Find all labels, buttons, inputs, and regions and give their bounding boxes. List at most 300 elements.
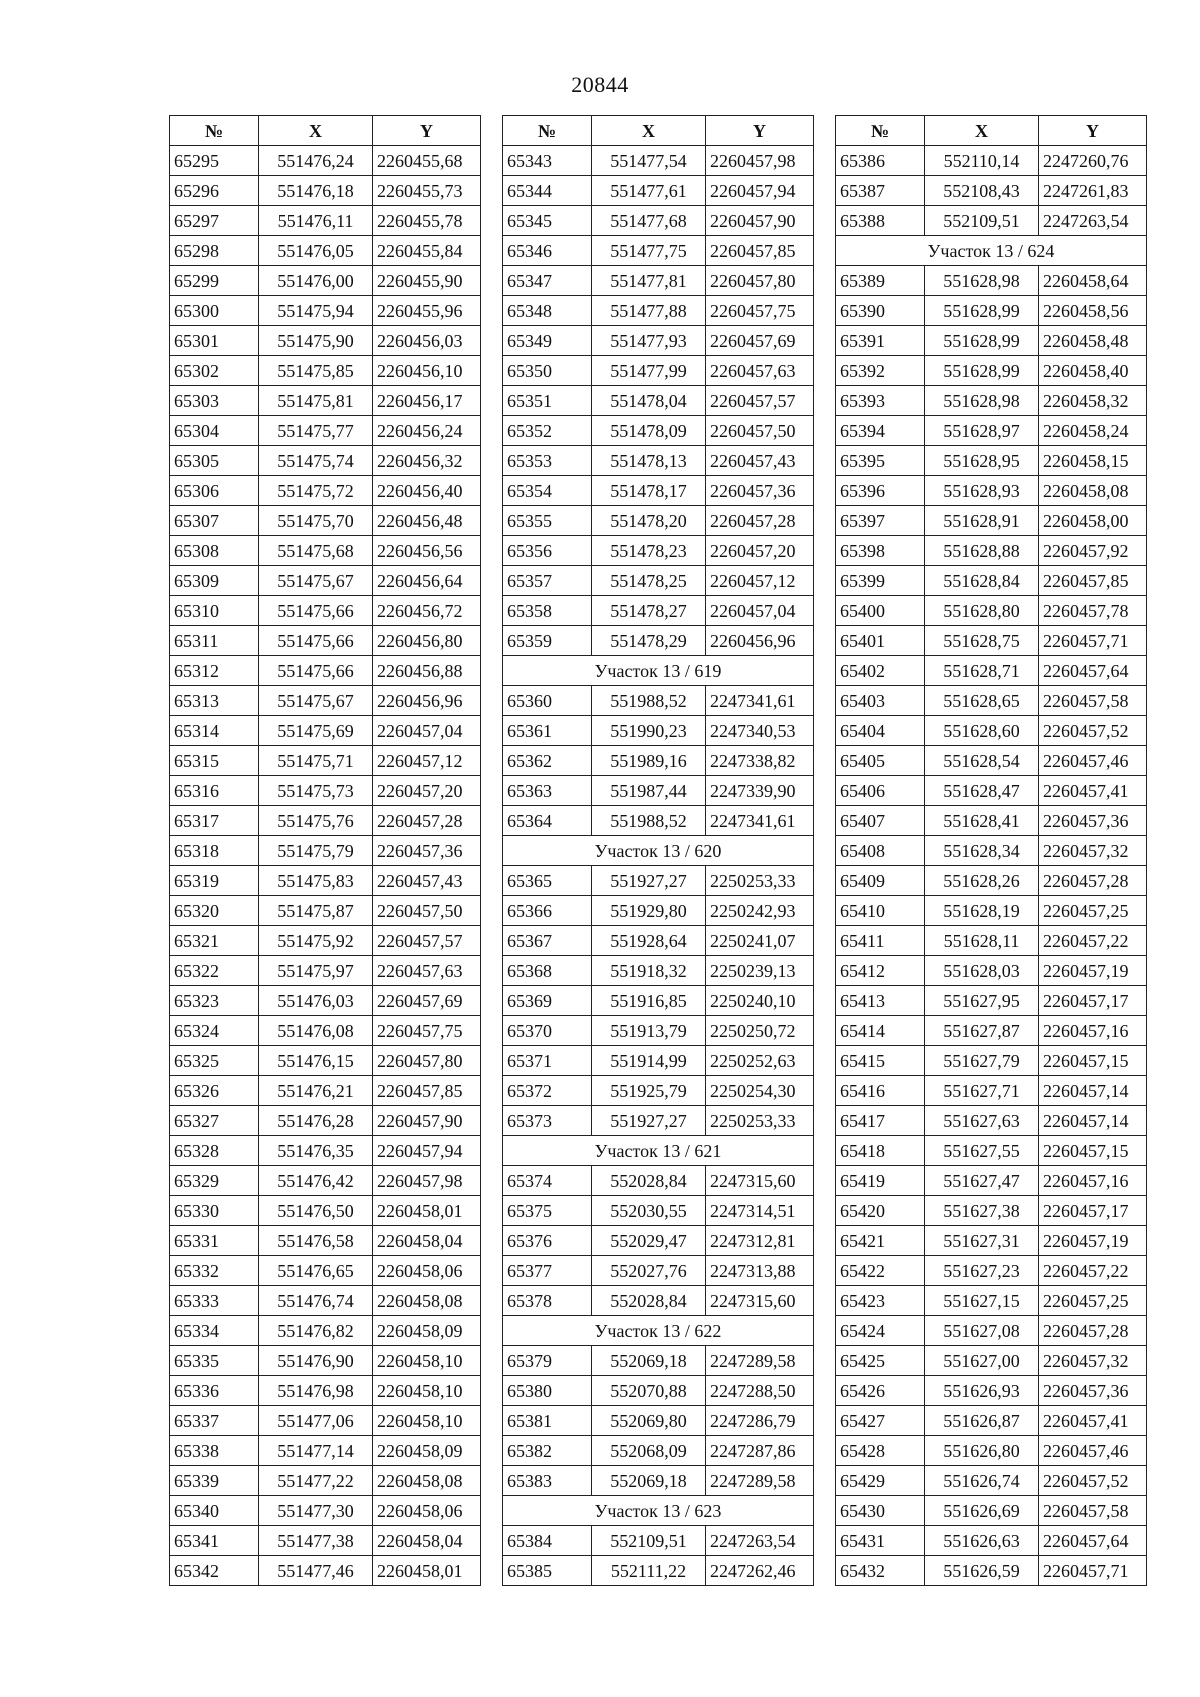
table-header-row: [836, 116, 1147, 146]
x-coordinate: 552111,22: [592, 1556, 706, 1586]
header-number: №: [836, 116, 925, 146]
y-coordinate: 2260457,15: [1039, 1136, 1147, 1166]
x-coordinate: 551990,23: [592, 716, 706, 746]
point-number: 65359: [503, 626, 592, 656]
x-coordinate: 552069,18: [592, 1466, 706, 1496]
point-number: 65319: [170, 866, 259, 896]
y-coordinate: 2260458,10: [373, 1376, 481, 1406]
point-number: 65358: [503, 596, 592, 626]
point-number: 65311: [170, 626, 259, 656]
x-coordinate: 551626,87: [925, 1406, 1039, 1436]
y-coordinate: 2260457,85: [373, 1076, 481, 1106]
x-coordinate: 551627,31: [925, 1226, 1039, 1256]
point-number: 65428: [836, 1436, 925, 1466]
y-coordinate: 2260457,12: [373, 746, 481, 776]
point-number: 65420: [836, 1196, 925, 1226]
table-row: [503, 626, 814, 656]
table-row: [170, 566, 481, 596]
y-coordinate: 2260457,04: [706, 596, 814, 626]
table-row: [170, 206, 481, 236]
x-coordinate: 551927,27: [592, 866, 706, 896]
table-row: [836, 896, 1147, 926]
table-row: [170, 1166, 481, 1196]
table-row: [503, 716, 814, 746]
table-row: [836, 1496, 1147, 1526]
point-number: 65304: [170, 416, 259, 446]
table-row: [170, 626, 481, 656]
table-row: [503, 356, 814, 386]
table-row: [836, 1436, 1147, 1466]
x-coordinate: 551627,23: [925, 1256, 1039, 1286]
point-number: 65400: [836, 596, 925, 626]
x-coordinate: 551628,54: [925, 746, 1039, 776]
y-coordinate: 2260457,28: [373, 806, 481, 836]
point-number: 65410: [836, 896, 925, 926]
x-coordinate: 551476,65: [259, 1256, 373, 1286]
x-coordinate: 552030,55: [592, 1196, 706, 1226]
y-coordinate: 2260457,58: [1039, 686, 1147, 716]
table-row: [503, 596, 814, 626]
table-row: [170, 356, 481, 386]
table-row: [836, 566, 1147, 596]
y-coordinate: 2260457,12: [706, 566, 814, 596]
y-coordinate: 2260457,69: [706, 326, 814, 356]
y-coordinate: 2260456,64: [373, 566, 481, 596]
x-coordinate: 551627,79: [925, 1046, 1039, 1076]
x-coordinate: 551476,11: [259, 206, 373, 236]
section-row: [836, 236, 1147, 266]
y-coordinate: 2260457,98: [373, 1166, 481, 1196]
x-coordinate: 551627,63: [925, 1106, 1039, 1136]
x-coordinate: 551478,17: [592, 476, 706, 506]
y-coordinate: 2247263,54: [706, 1526, 814, 1556]
point-number: 65398: [836, 536, 925, 566]
y-coordinate: 2260457,85: [706, 236, 814, 266]
point-number: 65368: [503, 956, 592, 986]
table-row: [170, 986, 481, 1016]
table-row: [503, 146, 814, 176]
x-coordinate: 551475,81: [259, 386, 373, 416]
y-coordinate: 2260457,90: [706, 206, 814, 236]
point-number: 65348: [503, 296, 592, 326]
x-coordinate: 551627,71: [925, 1076, 1039, 1106]
table-row: [503, 1406, 814, 1436]
x-coordinate: 551475,74: [259, 446, 373, 476]
x-coordinate: 551914,99: [592, 1046, 706, 1076]
point-number: 65382: [503, 1436, 592, 1466]
x-coordinate: 551476,00: [259, 266, 373, 296]
y-coordinate: 2260455,78: [373, 206, 481, 236]
point-number: 65430: [836, 1496, 925, 1526]
x-coordinate: 551477,99: [592, 356, 706, 386]
table-row: [503, 1166, 814, 1196]
x-coordinate: 551628,11: [925, 926, 1039, 956]
section-title: Участок 13 / 620: [503, 836, 814, 866]
header-y: Y: [1039, 116, 1147, 146]
header-number: №: [503, 116, 592, 146]
x-coordinate: 551627,00: [925, 1346, 1039, 1376]
x-coordinate: 552027,76: [592, 1256, 706, 1286]
table-row: [170, 536, 481, 566]
table-row: [836, 176, 1147, 206]
point-number: 65329: [170, 1166, 259, 1196]
table-row: [503, 236, 814, 266]
table-row: [503, 746, 814, 776]
point-number: 65355: [503, 506, 592, 536]
table-row: [503, 1346, 814, 1376]
x-coordinate: 551475,72: [259, 476, 373, 506]
table-row: [836, 1196, 1147, 1226]
y-coordinate: 2260457,58: [1039, 1496, 1147, 1526]
y-coordinate: 2250253,33: [706, 866, 814, 896]
point-number: 65347: [503, 266, 592, 296]
x-coordinate: 552109,51: [592, 1526, 706, 1556]
y-coordinate: 2247341,61: [706, 806, 814, 836]
y-coordinate: 2247339,90: [706, 776, 814, 806]
y-coordinate: 2260456,88: [373, 656, 481, 686]
y-coordinate: 2260458,04: [373, 1526, 481, 1556]
y-coordinate: 2260457,75: [706, 296, 814, 326]
x-coordinate: 552110,14: [925, 146, 1039, 176]
point-number: 65327: [170, 1106, 259, 1136]
point-number: 65310: [170, 596, 259, 626]
table-row: [170, 1106, 481, 1136]
table-row: [836, 1106, 1147, 1136]
point-number: 65407: [836, 806, 925, 836]
y-coordinate: 2260455,73: [373, 176, 481, 206]
point-number: 65346: [503, 236, 592, 266]
table-row: [503, 1106, 814, 1136]
header-y: Y: [706, 116, 814, 146]
point-number: 65350: [503, 356, 592, 386]
point-number: 65308: [170, 536, 259, 566]
point-number: 65390: [836, 296, 925, 326]
x-coordinate: 551476,28: [259, 1106, 373, 1136]
table-row: [836, 1226, 1147, 1256]
y-coordinate: 2260458,00: [1039, 506, 1147, 536]
y-coordinate: 2260458,10: [373, 1346, 481, 1376]
y-coordinate: 2260457,22: [1039, 1256, 1147, 1286]
x-coordinate: 551476,50: [259, 1196, 373, 1226]
y-coordinate: 2260457,43: [706, 446, 814, 476]
x-coordinate: 551628,98: [925, 386, 1039, 416]
table-row: [836, 416, 1147, 446]
table-row: [836, 1346, 1147, 1376]
x-coordinate: 551476,82: [259, 1316, 373, 1346]
table-row: [836, 716, 1147, 746]
x-coordinate: 551628,88: [925, 536, 1039, 566]
point-number: 65314: [170, 716, 259, 746]
point-number: 65375: [503, 1196, 592, 1226]
y-coordinate: 2260458,09: [373, 1316, 481, 1346]
point-number: 65391: [836, 326, 925, 356]
y-coordinate: 2260457,94: [706, 176, 814, 206]
point-number: 65416: [836, 1076, 925, 1106]
point-number: 65396: [836, 476, 925, 506]
table-row: [836, 686, 1147, 716]
point-number: 65386: [836, 146, 925, 176]
y-coordinate: 2260457,92: [1039, 536, 1147, 566]
y-coordinate: 2260457,50: [373, 896, 481, 926]
y-coordinate: 2260457,63: [373, 956, 481, 986]
x-coordinate: 551475,70: [259, 506, 373, 536]
table-row: [503, 866, 814, 896]
table-row: [170, 416, 481, 446]
table-row: [170, 1556, 481, 1586]
y-coordinate: 2260457,16: [1039, 1016, 1147, 1046]
table-row: [170, 896, 481, 926]
y-coordinate: 2260457,50: [706, 416, 814, 446]
point-number: 65387: [836, 176, 925, 206]
y-coordinate: 2260457,94: [373, 1136, 481, 1166]
table-row: [503, 1526, 814, 1556]
point-number: 65325: [170, 1046, 259, 1076]
y-coordinate: 2260457,17: [1039, 1196, 1147, 1226]
point-number: 65303: [170, 386, 259, 416]
table-row: [170, 1466, 481, 1496]
table-row: [836, 1466, 1147, 1496]
table-row: [170, 836, 481, 866]
table-row: [503, 1226, 814, 1256]
x-coordinate: 551988,52: [592, 686, 706, 716]
x-coordinate: 551628,19: [925, 896, 1039, 926]
point-number: 65426: [836, 1376, 925, 1406]
x-coordinate: 551627,38: [925, 1196, 1039, 1226]
header-x: X: [925, 116, 1039, 146]
table-row: [503, 1076, 814, 1106]
table-row: [836, 386, 1147, 416]
table-row: [836, 806, 1147, 836]
y-coordinate: 2260458,32: [1039, 386, 1147, 416]
x-coordinate: 551628,34: [925, 836, 1039, 866]
x-coordinate: 551478,25: [592, 566, 706, 596]
y-coordinate: 2260458,06: [373, 1496, 481, 1526]
table-row: [836, 1166, 1147, 1196]
x-coordinate: 551476,74: [259, 1286, 373, 1316]
y-coordinate: 2260458,64: [1039, 266, 1147, 296]
table-row: [836, 1286, 1147, 1316]
table-row: [503, 1436, 814, 1466]
point-number: 65365: [503, 866, 592, 896]
point-number: 65389: [836, 266, 925, 296]
point-number: 65317: [170, 806, 259, 836]
point-number: 65356: [503, 536, 592, 566]
table-header-row: [503, 116, 814, 146]
table-row: [503, 1556, 814, 1586]
point-number: 65377: [503, 1256, 592, 1286]
x-coordinate: 551478,09: [592, 416, 706, 446]
y-coordinate: 2260458,08: [373, 1466, 481, 1496]
y-coordinate: 2260458,40: [1039, 356, 1147, 386]
x-coordinate: 551475,90: [259, 326, 373, 356]
x-coordinate: 551628,03: [925, 956, 1039, 986]
x-coordinate: 551628,99: [925, 326, 1039, 356]
table-row: [836, 146, 1147, 176]
point-number: 65297: [170, 206, 259, 236]
point-number: 65312: [170, 656, 259, 686]
x-coordinate: 551913,79: [592, 1016, 706, 1046]
x-coordinate: 552069,80: [592, 1406, 706, 1436]
x-coordinate: 551475,76: [259, 806, 373, 836]
section-row: [503, 836, 814, 866]
x-coordinate: 551476,90: [259, 1346, 373, 1376]
table-row: [170, 326, 481, 356]
header-number: №: [170, 116, 259, 146]
y-coordinate: 2260457,19: [1039, 1226, 1147, 1256]
table-row: [836, 596, 1147, 626]
point-number: 65339: [170, 1466, 259, 1496]
x-coordinate: 551475,83: [259, 866, 373, 896]
y-coordinate: 2260457,17: [1039, 986, 1147, 1016]
table-row: [503, 446, 814, 476]
table-row: [503, 1286, 814, 1316]
section-title: Участок 13 / 619: [503, 656, 814, 686]
point-number: 65364: [503, 806, 592, 836]
header-y: Y: [373, 116, 481, 146]
table-row: [503, 686, 814, 716]
y-coordinate: 2260457,25: [1039, 1286, 1147, 1316]
y-coordinate: 2260458,48: [1039, 326, 1147, 356]
y-coordinate: 2260458,06: [373, 1256, 481, 1286]
point-number: 65401: [836, 626, 925, 656]
y-coordinate: 2250241,07: [706, 926, 814, 956]
table-row: [836, 1046, 1147, 1076]
x-coordinate: 551626,69: [925, 1496, 1039, 1526]
x-coordinate: 551476,58: [259, 1226, 373, 1256]
point-number: 65395: [836, 446, 925, 476]
x-coordinate: 551988,52: [592, 806, 706, 836]
section-title: Участок 13 / 622: [503, 1316, 814, 1346]
y-coordinate: 2260457,46: [1039, 746, 1147, 776]
table-row: [503, 296, 814, 326]
y-coordinate: 2260457,14: [1039, 1076, 1147, 1106]
point-number: 65332: [170, 1256, 259, 1286]
table-row: [503, 1046, 814, 1076]
y-coordinate: 2247314,51: [706, 1196, 814, 1226]
table-row: [170, 656, 481, 686]
section-row: [503, 1316, 814, 1346]
point-number: 65371: [503, 1046, 592, 1076]
point-number: 65422: [836, 1256, 925, 1286]
x-coordinate: 551475,67: [259, 686, 373, 716]
point-number: 65378: [503, 1286, 592, 1316]
point-number: 65320: [170, 896, 259, 926]
x-coordinate: 551477,81: [592, 266, 706, 296]
point-number: 65379: [503, 1346, 592, 1376]
table-row: [503, 926, 814, 956]
y-coordinate: 2260455,96: [373, 296, 481, 326]
x-coordinate: 552029,47: [592, 1226, 706, 1256]
point-number: 65366: [503, 896, 592, 926]
y-coordinate: 2260457,80: [706, 266, 814, 296]
point-number: 65337: [170, 1406, 259, 1436]
point-number: 65424: [836, 1316, 925, 1346]
point-number: 65373: [503, 1106, 592, 1136]
x-coordinate: 551477,88: [592, 296, 706, 326]
table-row: [836, 836, 1147, 866]
x-coordinate: 551477,68: [592, 206, 706, 236]
y-coordinate: 2250253,33: [706, 1106, 814, 1136]
table-row: [503, 416, 814, 446]
x-coordinate: 551476,18: [259, 176, 373, 206]
point-number: 65340: [170, 1496, 259, 1526]
table-row: [836, 1406, 1147, 1436]
x-coordinate: 551476,42: [259, 1166, 373, 1196]
x-coordinate: 551477,38: [259, 1526, 373, 1556]
table-row: [503, 266, 814, 296]
point-number: 65421: [836, 1226, 925, 1256]
point-number: 65322: [170, 956, 259, 986]
point-number: 65429: [836, 1466, 925, 1496]
table-row: [503, 176, 814, 206]
table-row: [503, 776, 814, 806]
x-coordinate: 551628,80: [925, 596, 1039, 626]
point-number: 65363: [503, 776, 592, 806]
y-coordinate: 2247289,58: [706, 1346, 814, 1376]
table-row: [503, 1466, 814, 1496]
point-number: 65323: [170, 986, 259, 1016]
table-row: [836, 266, 1147, 296]
point-number: 65432: [836, 1556, 925, 1586]
point-number: 65331: [170, 1226, 259, 1256]
point-number: 65385: [503, 1556, 592, 1586]
y-coordinate: 2260457,22: [1039, 926, 1147, 956]
table-row: [503, 806, 814, 836]
point-number: 65336: [170, 1376, 259, 1406]
y-coordinate: 2260457,28: [706, 506, 814, 536]
point-number: 65309: [170, 566, 259, 596]
y-coordinate: 2260457,36: [373, 836, 481, 866]
point-number: 65383: [503, 1466, 592, 1496]
x-coordinate: 551475,66: [259, 626, 373, 656]
y-coordinate: 2250242,93: [706, 896, 814, 926]
table-row: [836, 956, 1147, 986]
point-number: 65409: [836, 866, 925, 896]
y-coordinate: 2260457,52: [1039, 716, 1147, 746]
point-number: 65360: [503, 686, 592, 716]
table-row: [503, 896, 814, 926]
point-number: 65399: [836, 566, 925, 596]
x-coordinate: 551628,60: [925, 716, 1039, 746]
y-coordinate: 2260458,08: [373, 1286, 481, 1316]
x-coordinate: 552108,43: [925, 176, 1039, 206]
table-row: [836, 476, 1147, 506]
x-coordinate: 552109,51: [925, 206, 1039, 236]
x-coordinate: 551478,20: [592, 506, 706, 536]
y-coordinate: 2260457,46: [1039, 1436, 1147, 1466]
point-number: 65414: [836, 1016, 925, 1046]
x-coordinate: 551628,84: [925, 566, 1039, 596]
point-number: 65423: [836, 1286, 925, 1316]
x-coordinate: 551476,24: [259, 146, 373, 176]
x-coordinate: 551475,71: [259, 746, 373, 776]
table-row: [503, 986, 814, 1016]
table-row: [170, 1496, 481, 1526]
point-number: 65394: [836, 416, 925, 446]
point-number: 65353: [503, 446, 592, 476]
page-number: 20844: [571, 72, 629, 97]
point-number: 65411: [836, 926, 925, 956]
y-coordinate: 2260457,20: [706, 536, 814, 566]
y-coordinate: 2260456,72: [373, 596, 481, 626]
y-coordinate: 2260455,90: [373, 266, 481, 296]
coordinate-table-3: [835, 115, 1147, 1586]
table-row: [170, 266, 481, 296]
table-row: [170, 236, 481, 266]
table-row: [170, 1136, 481, 1166]
point-number: 65367: [503, 926, 592, 956]
x-coordinate: 551476,15: [259, 1046, 373, 1076]
